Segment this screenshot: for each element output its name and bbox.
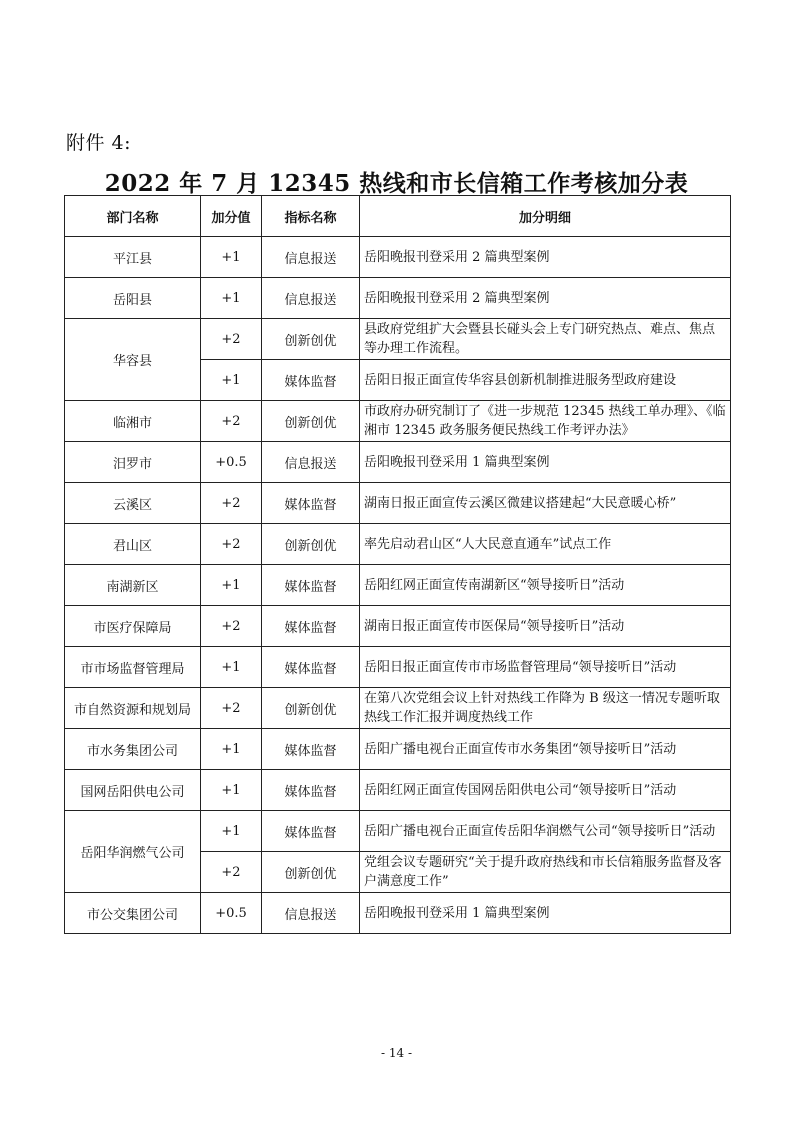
indicator-cell: 创新创优	[262, 852, 360, 893]
dept-cell: 临湘市	[65, 401, 201, 442]
dept-cell: 君山区	[65, 524, 201, 565]
table-body	[65, 237, 731, 934]
table-row	[65, 729, 731, 770]
detail-cell: 率先启动君山区“人大民意直通车”试点工作	[360, 524, 731, 565]
detail-cell: 湖南日报正面宣传云溪区微建议搭建起“大民意暖心桥”	[360, 483, 731, 524]
indicator-cell: 媒体监督	[262, 770, 360, 811]
dept-cell: 云溪区	[65, 483, 201, 524]
detail-cell: 湖南日报正面宣传市医保局“领导接听日”活动	[360, 606, 731, 647]
page-title: 2022 年 7 月 12345 热线和市长信箱工作考核加分表	[104, 170, 689, 197]
detail-cell: 岳阳日报正面宣传华容县创新机制推进服务型政府建设	[360, 360, 731, 401]
table-row	[65, 688, 731, 729]
table-row	[65, 524, 731, 565]
table-row	[65, 442, 731, 483]
score-cell: +1	[201, 278, 262, 319]
header-dept: 部门名称	[65, 196, 201, 237]
indicator-cell: 创新创优	[262, 319, 360, 360]
detail-cell: 市政府办研究制订了《进一步规范 12345 热线工单办理》、《临湘市 12345 政务服务便民热线工作考评办法》	[360, 401, 731, 442]
indicator-cell: 信息报送	[262, 237, 360, 278]
table-row	[65, 811, 731, 852]
table-row	[65, 237, 731, 278]
detail-cell: 岳阳晚报刊登采用 2 篇典型案例	[360, 278, 731, 319]
detail-cell: 岳阳晚报刊登采用 1 篇典型案例	[360, 893, 731, 934]
detail-cell: 岳阳红网正面宣传国网岳阳供电公司“领导接听日”活动	[360, 770, 731, 811]
indicator-cell: 媒体监督	[262, 360, 360, 401]
table-row	[65, 319, 731, 360]
score-cell: +2	[201, 688, 262, 729]
detail-cell: 岳阳红网正面宣传南湖新区“领导接听日”活动	[360, 565, 731, 606]
indicator-cell: 创新创优	[262, 401, 360, 442]
score-cell: +2	[201, 606, 262, 647]
page-number: - 14 -	[380, 1046, 412, 1060]
header-detail: 加分明细	[360, 196, 731, 237]
indicator-cell: 创新创优	[262, 524, 360, 565]
indicator-cell: 创新创优	[262, 688, 360, 729]
detail-cell: 岳阳广播电视台正面宣传岳阳华润燃气公司“领导接听日”活动	[360, 811, 731, 852]
score-cell: +0.5	[201, 442, 262, 483]
dept-cell: 市医疗保障局	[65, 606, 201, 647]
table-row	[65, 893, 731, 934]
detail-cell: 岳阳日报正面宣传市市场监督管理局“领导接听日”活动	[360, 647, 731, 688]
header-score: 加分值	[201, 196, 262, 237]
indicator-cell: 信息报送	[262, 278, 360, 319]
table-row	[65, 278, 731, 319]
score-cell: +2	[201, 852, 262, 893]
score-cell: +1	[201, 770, 262, 811]
table-row	[65, 483, 731, 524]
indicator-cell: 媒体监督	[262, 729, 360, 770]
score-cell: +2	[201, 401, 262, 442]
detail-cell: 党组会议专题研究“关于提升政府热线和市长信箱服务监督及客户满意度工作”	[360, 852, 731, 893]
dept-cell: 汨罗市	[65, 442, 201, 483]
table-row	[65, 565, 731, 606]
score-cell: +1	[201, 811, 262, 852]
dept-cell: 市市场监督管理局	[65, 647, 201, 688]
dept-cell: 华容县	[65, 319, 201, 401]
score-cell: +1	[201, 237, 262, 278]
score-cell: +0.5	[201, 893, 262, 934]
score-cell: +1	[201, 360, 262, 401]
table-row	[65, 770, 731, 811]
header-indicator: 指标名称	[262, 196, 360, 237]
dept-cell: 市自然资源和规划局	[65, 688, 201, 729]
table-row	[65, 606, 731, 647]
indicator-cell: 媒体监督	[262, 565, 360, 606]
dept-cell: 市水务集团公司	[65, 729, 201, 770]
dept-cell: 市公交集团公司	[65, 893, 201, 934]
indicator-cell: 信息报送	[262, 893, 360, 934]
dept-cell: 南湖新区	[65, 565, 201, 606]
score-cell: +2	[201, 524, 262, 565]
dept-cell: 平江县	[65, 237, 201, 278]
score-cell: +1	[201, 565, 262, 606]
detail-cell: 在第八次党组会议上针对热线工作降为 B 级这一情况专题听取热线工作汇报并调度热线工作	[360, 688, 731, 729]
detail-cell: 岳阳广播电视台正面宣传市水务集团“领导接听日”活动	[360, 729, 731, 770]
table-row	[65, 401, 731, 442]
indicator-cell: 媒体监督	[262, 606, 360, 647]
detail-cell: 岳阳晚报刊登采用 1 篇典型案例	[360, 442, 731, 483]
indicator-cell: 媒体监督	[262, 811, 360, 852]
bonus-score-table	[64, 195, 731, 934]
detail-cell: 县政府党组扩大会暨县长碰头会上专门研究热点、难点、焦点等办理工作流程。	[360, 319, 731, 360]
score-cell: +2	[201, 319, 262, 360]
table-row	[65, 647, 731, 688]
indicator-cell: 媒体监督	[262, 647, 360, 688]
score-cell: +1	[201, 647, 262, 688]
dept-cell: 国网岳阳供电公司	[65, 770, 201, 811]
detail-cell: 岳阳晚报刊登采用 2 篇典型案例	[360, 237, 731, 278]
table-header-row	[65, 196, 731, 237]
indicator-cell: 信息报送	[262, 442, 360, 483]
score-cell: +2	[201, 483, 262, 524]
attachment-label: 附件 4:	[66, 132, 132, 154]
indicator-cell: 媒体监督	[262, 483, 360, 524]
dept-cell: 岳阳县	[65, 278, 201, 319]
dept-cell: 岳阳华润燃气公司	[65, 811, 201, 893]
score-cell: +1	[201, 729, 262, 770]
